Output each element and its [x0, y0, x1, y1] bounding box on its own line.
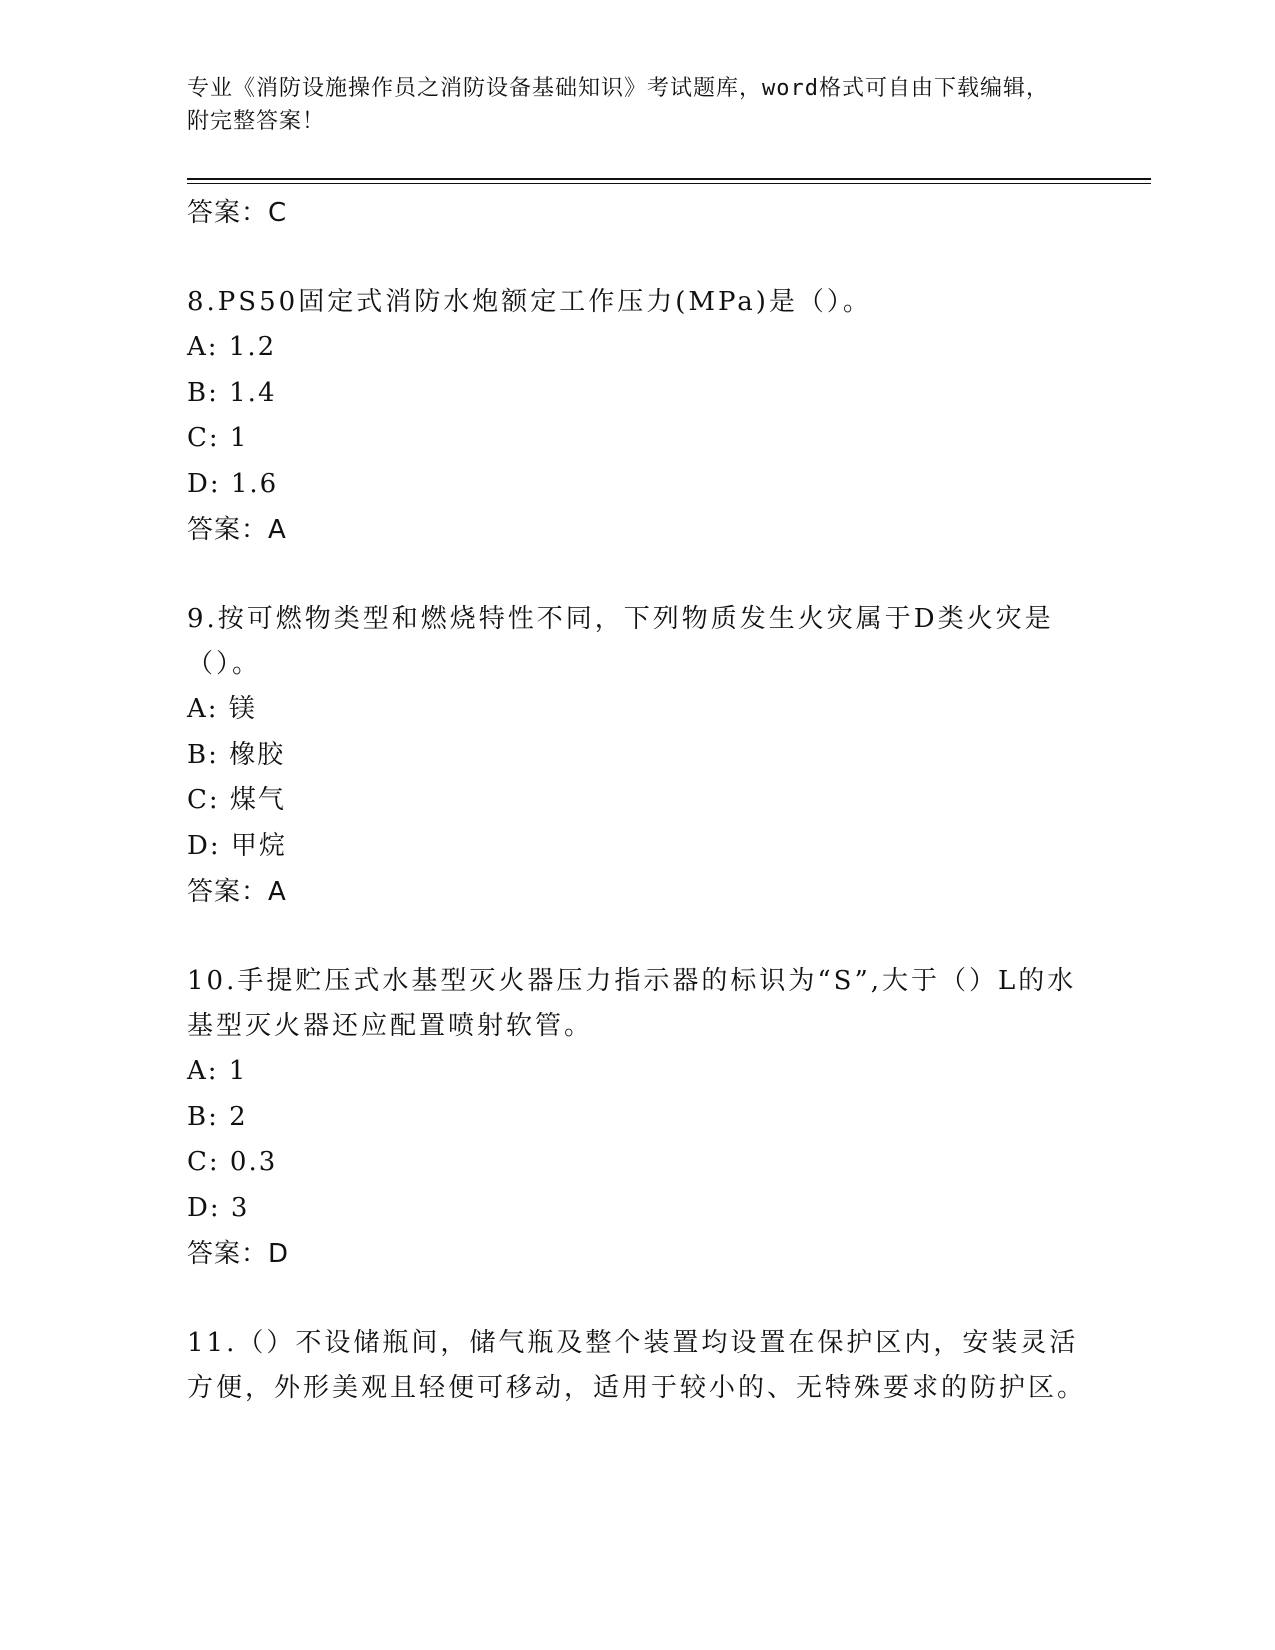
- question-text: 11.（）不设储瓶间，储气瓶及整个装置均设置在保护区内，安装灵活方便，外形美观且轻便可移动，适用于较小的、无特殊要求的防护区。: [187, 1328, 1087, 1403]
- question-list: [187, 190, 1087, 1411]
- document-header: 专业《消防设施操作员之消防设备基础知识》考试题库，word格式可自由下载编辑，附完整答案！: [187, 76, 1049, 134]
- option-c: C: 煤气: [187, 785, 286, 815]
- header-divider-thin: [187, 183, 1151, 184]
- option-b: B: 1.4: [187, 377, 277, 408]
- option-a: A: 1.2: [187, 332, 277, 362]
- header-divider-thick: [187, 178, 1151, 180]
- option-a: A: 镁: [187, 694, 257, 724]
- option-c: C: 1: [187, 423, 249, 453]
- question-9: [187, 597, 1087, 915]
- option-b: B: 橡胶: [187, 739, 286, 770]
- question-11: [187, 1321, 1087, 1411]
- option-c: C: 0.3: [187, 1147, 278, 1177]
- question-text: 8.PS50固定式消防水炮额定工作压力(MPa)是（）。: [187, 287, 872, 317]
- previous-question-answer: 答案：C: [187, 198, 288, 228]
- answer-line: 答案：A: [187, 515, 287, 545]
- option-d: D: 1.6: [187, 468, 279, 499]
- option-d: D: 3: [187, 1192, 250, 1223]
- option-d: D: 甲烷: [187, 830, 287, 861]
- question-10: [187, 959, 1087, 1277]
- option-b: B: 2: [187, 1101, 248, 1132]
- question-text: 9.按可燃物类型和燃烧特性不同，下列物质发生火灾属于D类火灾是（）。: [187, 604, 1054, 679]
- question-8: [187, 280, 1087, 553]
- question-text: 10.手提贮压式水基型灭火器压力指示器的标识为“S”,大于（）L的水基型灭火器还应配置喷射软管。: [187, 966, 1077, 1041]
- answer-line: 答案：A: [187, 877, 287, 907]
- answer-line: 答案：D: [187, 1239, 290, 1269]
- option-a: A: 1: [187, 1056, 248, 1086]
